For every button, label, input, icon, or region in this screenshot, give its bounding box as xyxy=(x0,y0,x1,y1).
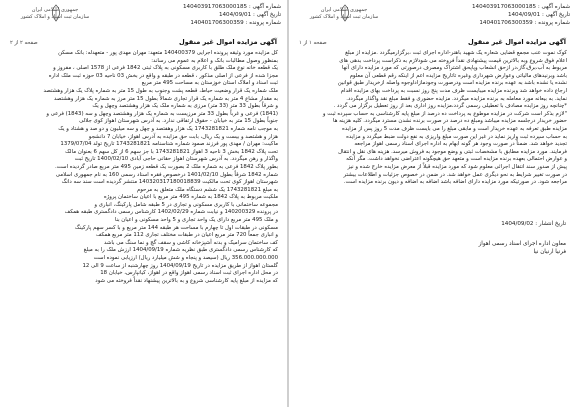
notice-date-label: تاریخ آگهی : xyxy=(541,12,570,18)
notice-body xyxy=(298,50,567,187)
signature-name: فرنیا ارنیان نیا xyxy=(533,249,566,255)
body-line: مجزا شده از فرعی از اصلی مذکور ، قطعه در طبقه و واقع در بخش 03 ناحیه 03 حوزه ثبت ملک اداره xyxy=(48,72,278,79)
body-line: کوک نموت عنب مجمع قضایی شعاره یک شهید باهنر-اداره اجرای ثبت ،برگزارمیگردد .مزایده از مبلغ xyxy=(345,50,567,56)
notice-title: آگهی مزایده اموال غیر منقول xyxy=(178,38,277,46)
notice-date: 1404/09/01 xyxy=(218,12,252,18)
notice-number: 140403917063000185 xyxy=(472,4,537,10)
body-line: و انباری جمعاً 720 متر مربع اعیان در طبقات مختلف تجاری 112 متر مربع همکف xyxy=(95,232,278,239)
body-line: مربوط به آب،برق،گاز،در ازحق انشعاب وپاپحق اشتراک ومصرف درصورتی که مورد مزایده دارای آنها xyxy=(342,65,567,72)
body-line: شهرستان اهواز کوی تحت مالکیت 140320317180018839 منتشر گردیده است سند سه دانگ xyxy=(61,179,278,186)
body-line: به مقدار مشاع 4 متر به شماره یک قرار تجاری شمالاً بطول 15 متر مرز به شماره یک هزار وهشتصد xyxy=(53,95,278,102)
body-line: مسکونی در طبقات اول تا چهارم با مساحت هر طبقه 144 متر مربع و با کسر سهم پارکینگ xyxy=(74,224,278,231)
notice-number-label: شماره آگهی : xyxy=(248,4,281,10)
emblem-caption-line-1: جمهوری اسلامی ایران xyxy=(31,7,79,13)
body-line: کل مزایده مورد وثیقه پرونده اجرایی 140400379 متعهد: مهران مهدی پور - متعهدله: بانک مسکن xyxy=(58,50,278,56)
body-line: باشد وبرنیدهای مالیاتی وعوارض شهرداری وغیره تاتاریخ مزایده اعم از اینکه رقم قطعی آن معلوم xyxy=(349,72,567,79)
body-line: پیش از صدور سند انتقال اجرائی معلوم شود که مورد مزایده قبلاً از معرض مزایده خارج شده و نیز xyxy=(347,163,567,170)
body-line: مجموعه ساختمانی با کاربری مسکونی و تجاری در 5 طبقه شامل پارکینگ، انباری و xyxy=(94,201,278,208)
case-number: 140401706300359 xyxy=(479,20,533,26)
emblem-caption-line-2: سازمان ثبت اسناد و املاک کشور xyxy=(20,13,90,20)
notice-body xyxy=(9,50,278,285)
notice-page-1 xyxy=(289,0,576,407)
case-number-label: شماره پرونده : xyxy=(534,20,570,26)
body-line: به مبلغ 1743281821 یک ششم دستگاه ملک متعلق به مرحوم xyxy=(136,186,278,193)
notice-number-label: شماره آگهی : xyxy=(537,4,570,10)
body-line: حضور خریدار درجلسه مزایده میباشد ومبلغ ده درصد در صورت برنده نشدن مسترد میگردد. کلیه هزینه ها xyxy=(332,118,567,125)
notice-page-2 xyxy=(0,0,287,407)
body-line: و ملک 495 متر مربع دارای یک واحد تجاری و 5 واحد مسکونی و اعیان بنا xyxy=(114,217,278,224)
signature-block xyxy=(479,240,566,256)
emblem-caption xyxy=(10,7,100,20)
body-line: هزار و هشتصد و بیست و یک ریال، بابت حق مزایده به آدرس اهواز، خیابان 7 دانشجو xyxy=(88,133,278,140)
body-line: "لازم بذکر است شرکت در مزایده موطوع به پرداخت ده درصد از مبلغ پایه کارشناسی به حساب سپرده ثبت و xyxy=(322,110,567,117)
emblem-caption-line-1: جمهوری اسلامی ایران xyxy=(320,7,368,13)
body-line: به حساب سپرده ثبت واریز نماید در غیر این صورت مبلغ واریزی به نفع دولت ضبط میگردد و مزایده xyxy=(346,133,567,140)
body-line: ماکیت: مهران / مهدی پور فرزند صمود شماره شناسنامه 1743281821 تاریخ تولد 1379/07/04 xyxy=(60,141,278,148)
page-gutter xyxy=(287,0,289,407)
body-line: در صورت تغییر شرایط به نحو دیگری عمل خواهد شد. در ضمن در خصوص جزئیات و اطلاعات بیشتر xyxy=(343,171,567,178)
body-line: بطور پلاک 1842 فرعی به شماره ملک 2 بصورت یک قطعه زمین 495 متر مربع صادر گردیده است. xyxy=(54,163,278,170)
publish-date-value: 1404/09/02 xyxy=(501,221,534,227)
body-line: فرمایند. مورد مزایده مطابق با مشخصات ثبتی و وضع موجود به فروش میرسد. هزینه های نقل و انتقال xyxy=(338,148,567,155)
notice-number: 140403917063000185 xyxy=(183,4,248,10)
body-line: مراجعه شود. در صورتیکه مورد مزایده دارای اضافه باشد اضافه به اضافه و دیون برنده مزایده است. xyxy=(343,179,567,186)
body-line: ارجاع داده خواهد شد وبرنده مزایده میبایست ظرف مدت پنج روز نسبت به پرداخت بهای مزایده اقدام xyxy=(340,87,567,94)
body-line: و عوارض احتمالی بعهده برنده مزایده است و متعهد حق هیچگونه اعتراضی نخواهد داشت. مگر آنکه xyxy=(346,156,567,163)
publish-date-label: تاریخ انتشار : xyxy=(535,221,566,227)
signature-title: معاون اداره اجرای اسناد رسمی اهواز xyxy=(478,241,566,247)
body-line: ثبت اسناد و املاک استان خوزستان به مساحت 495 متر مربع xyxy=(141,80,278,87)
case-number-label: شماره پرونده : xyxy=(245,20,281,26)
body-line: تحت پلاک 1842 بخش 3 ناحیه 3 اهواز 1743281821 با جز سهم 6 از کل سهم 6 بعنوان مالک xyxy=(65,148,278,155)
emblem-caption xyxy=(299,7,389,20)
notice-metadata xyxy=(472,3,570,27)
body-line: نشده یا نشده باشد به عهده برنده مزایده است ودرصورت وجودمازاداوجوه واصله ازخریدار طبق قوانین xyxy=(337,80,567,87)
body-line: که کارشناس رسمی دادگستری طبق نظریه شماره 1404/09/19 ارزش ملک را به مبلغ xyxy=(83,247,278,254)
body-line: نماید. به بیعانه مورد معامله به برنده مزایده میگردد. مزایده حضوری و فقط مبلغ نقد واگذار میگردد. xyxy=(346,95,567,102)
notice-title: آگهی مزایده اموال غیر منقول xyxy=(467,38,566,46)
page-number: صفحه ۱ از ۱ xyxy=(299,40,327,46)
body-line: جنوباً بطول 15 متر به خیابان - حقوق ارتفاقی ندارد. به آدرس شهرستان اهواز کوی جلالی xyxy=(79,118,278,125)
body-line: بمنظور وصول مطالبات بانک و اعلام به عموم می رساند: xyxy=(151,57,278,64)
emblem-caption-line-2: سازمان ثبت اسناد و املاک کشور xyxy=(309,13,379,20)
body-line: ملکیت مربوط به پلاک 1842 به شماره 495 متر مربع با اعیان ساختمان پروژه xyxy=(103,194,278,201)
body-line: شماره 1842 شرقاً بطول 1401/02/10 درخصوص فقره اسناد رسمی 160 به نام جمهوری اسلامی xyxy=(55,171,278,178)
body-line: تجدید خواهد شد. ضمناً در صورت وجود هر گونه ابهام به اداره اجرای اسناد رسمی اهواز مراجعه xyxy=(354,141,567,148)
body-line: (1841) فرعی و غرباً بطول 33 متر مرزیست به شماره یک هزار وهشتصد وچهل و سه (1843) فرعی و xyxy=(46,110,278,117)
body-line: اعلام فوق شروع وبه بالاترین قیمت پیشنهادی نقداً فروخته می شودلازم به ذکراست پرداخت بدهی های xyxy=(339,57,567,64)
body-line: در پرونده 140200329 و نیابت شماره 1402/02/29 کارشناس رسمی دادگستری طبقه همکف xyxy=(64,209,278,216)
body-line: 356.000.000.000 ریال (سیصد و پنجاه و شش میلیارد ریال) ارزیابی نموده است xyxy=(93,255,278,262)
page-number: صفحه ۲ از ۲ xyxy=(10,40,38,46)
body-line: به موجب نامه شماره 1743281821 یک هزار وهفتصد و چهل و سه میلیون و دو صد و هشتاد و یک xyxy=(58,125,278,132)
notice-metadata xyxy=(183,3,281,27)
body-line: *چنانچه روز مزایده مصادف با تعطیلی رسمی گردد،مزایده روز اداری بعد از روز تعطیل برگزار می گردد . xyxy=(333,103,567,110)
body-line: کف ساختمان سرامیک و بدنه آشپزخانه کاشی و سقف گچ و نما سنگ می باشد xyxy=(104,239,278,246)
body-line: در محل اداره اجرای ثبت اسناد رسمی اهواز واقع در اهواز، کیانپارس، خیابان 18 xyxy=(100,270,278,277)
publish-date xyxy=(501,220,566,228)
body-line: ملک شماره یک قرار وضعیت حیاط، قطعه پشت وجنوب به طول 15 متر به شماره پلاک یک هزار وهشتصد xyxy=(43,87,278,94)
body-line: گلستان اهواز از طریق مزایده در تاریخ 1404/09/19 روز چهارشنبه از ساعت 9 الی 12 xyxy=(82,262,278,269)
body-line: مزایده طبق تعرفه به عهده خریدار است و مابقی مبلغ را می بایست ظرف مدت 5 روز پس از مزایده xyxy=(342,125,567,132)
notice-date-label: تاریخ آگهی : xyxy=(252,12,281,18)
body-line: و شرقاً بطول 33 متر (33 متر) مرزی به شماره ملک یک هزار وهشتصد وچهل و یک xyxy=(92,103,278,110)
body-line: واگذار و رهن میگردد. به آدرس شهرستان اهواز حقانی حاجی آبادی 1400/02/10 تاریخ ثبت xyxy=(74,156,278,163)
body-line: یک قطعه خانه نوع ملک طلق با کاربری مسکونی به پلاک ثبتی 1842 فرعی از 1578 اصلی ، مفروز و xyxy=(53,65,278,72)
body-line: که مزایده از مبلغ پایه کارشناسی شروع و به بالاترین پیشنهاد نقداً فروخته می شود xyxy=(95,277,278,284)
notice-date: 1404/09/01 xyxy=(507,12,541,18)
case-number: 140401706300359 xyxy=(190,20,244,26)
